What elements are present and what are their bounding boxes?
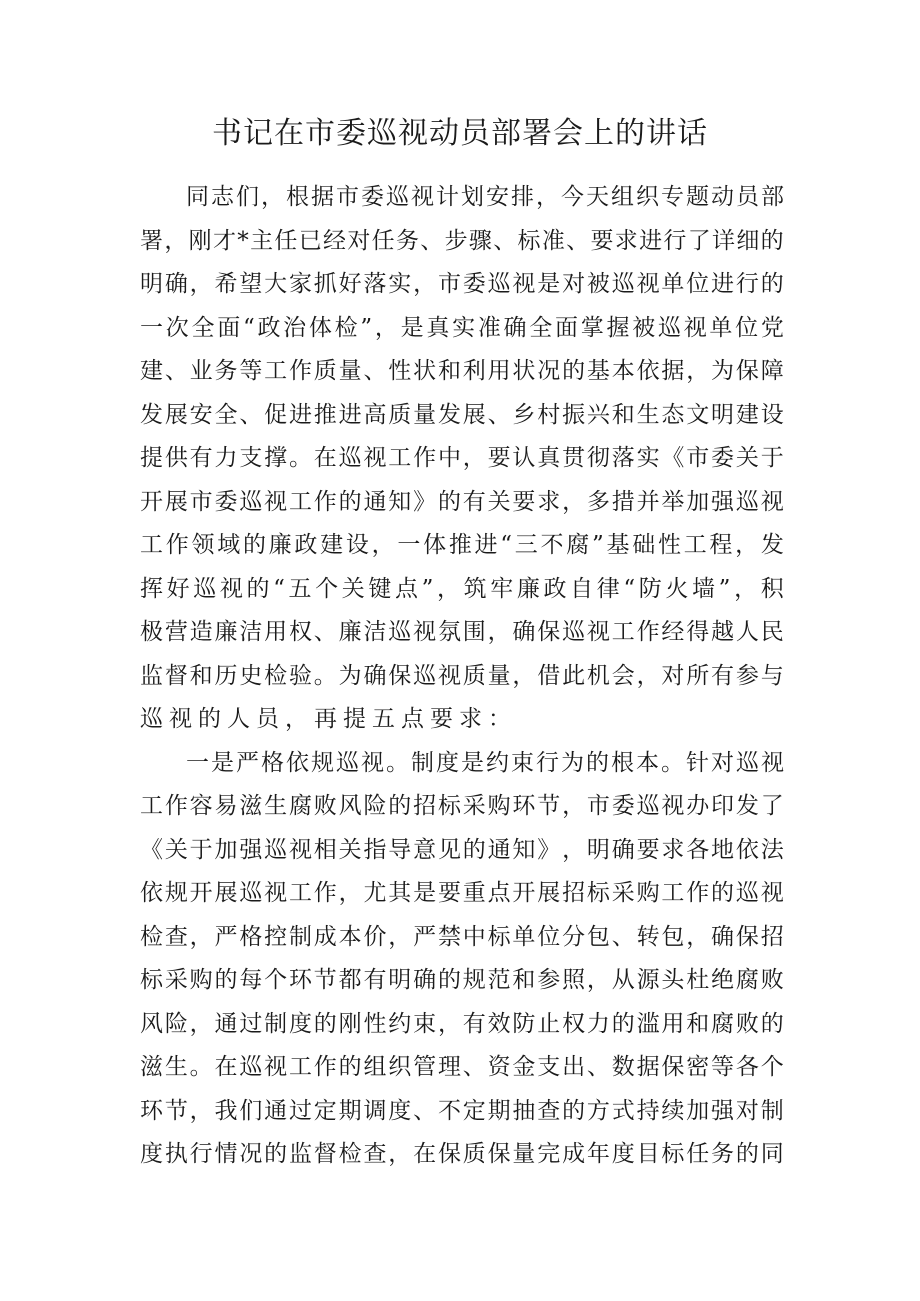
text-line: 明 确 ， 希 望 大 家 抓 好 落 实 ， 市 委 巡 视 是 对 被 巡 视 单 位 进 行 的 (140, 271, 784, 297)
text-line: 极 营 造 廉 洁 用 权 、 廉 洁 巡 视 氛 围 ， 确 保 巡 视 工 作 经 得 越 人 民 (140, 619, 784, 645)
text-line: 工 作 容 易 滋 生 腐 败 风 险 的 招 标 采 购 环 节 ， 市 委 巡 视 办 印 发 了 (140, 793, 784, 819)
text-line: 风 险 ， 通 过 制 度 的 刚 性 约 束 ， 有 效 防 止 权 力 的 滥 用 和 腐 败 的 (140, 1010, 784, 1037)
text-line: 巡 视 的 人 员 ， 再 提 五 点 要 求 ： (140, 706, 517, 732)
text-line: 依 规 开 展 巡 视 工 作 ， 尤 其 是 要 重 点 开 展 招 标 采 购 工 作 的 巡 视 (140, 880, 784, 906)
text-line: 挥 好 巡 视 的 “ 五 个 关 键 点 ” ， 筑 牢 廉 政 自 律 “ 防 火 墙 ” ， 积 (140, 575, 784, 602)
document-title: 书记在市委巡视动员部署会上的讲话 (212, 116, 708, 151)
text-line: 检 查 ， 严 格 控 制 成 本 价 ， 严 禁 中 标 单 位 分 包 、 转 包 ， 确 保 招 (140, 923, 784, 950)
text-line: 署 ， 刚 才 * 主 任 已 经 对 任 务 、 步 骤 、 标 准 、 要 求 进 行 了 详 细 的 (140, 227, 784, 254)
paragraph (140, 176, 784, 742)
text-line: 一 次 全 面 “ 政 治 体 检 ” ， 是 真 实 准 确 全 面 掌 握 被 巡 视 单 位 党 (140, 314, 784, 341)
text-line: 工 作 领 域 的 廉 政 建 设 ， 一 体 推 进 “ 三 不 腐 ” 基 础 性 工 程 ， 发 (140, 532, 784, 558)
text-line: 标 采 购 的 每 个 环 节 都 有 明 确 的 规 范 和 参 照 ， 从 源 头 杜 绝 腐 败 (140, 967, 784, 993)
text-line: 一 是 严 格 依 规 巡 视 。 制 度 是 约 束 行 为 的 根 本 。 针 对 巡 视 (186, 749, 784, 776)
text-line: 发 展 安 全 、 促 进 推 进 高 质 量 发 展 、 乡 村 振 兴 和 生 态 文 明 建 设 (140, 401, 784, 428)
text-line: 开 展 市 委 巡 视 工 作 的 通 知 》 的 有 关 要 求 ， 多 措 并 举 加 强 巡 视 (140, 488, 784, 515)
text-line: 建 、 业 务 等 工 作 质 量 、 性 状 和 利 用 状 况 的 基 本 依 据 ， 为 保 障 (140, 358, 784, 384)
text-line: 度 执 行 情 况 的 监 督 检 查 ， 在 保 质 保 量 完 成 年 度 目 标 任 务 的 同 (140, 1141, 784, 1167)
text-line: 《 关 于 加 强 巡 视 相 关 指 导 意 见 的 通 知 》 ， 明 确 要 求 各 地 依 法 (140, 836, 784, 863)
text-line: 环 节 ， 我 们 通 过 定 期 调 度 、 不 定 期 抽 查 的 方 式 持 续 加 强 对 制 (140, 1097, 784, 1124)
text-line: 监 督 和 历 史 检 验 。 为 确 保 巡 视 质 量 ， 借 此 机 会 ， 对 所 有 参 与 (140, 662, 784, 689)
document-body (140, 176, 784, 1177)
text-line: 滋 生 。 在 巡 视 工 作 的 组 织 管 理 、 资 金 支 出 、 数 据 保 密 等 各 个 (140, 1054, 784, 1080)
paragraph (140, 742, 784, 1177)
text-line: 提 供 有 力 支 撑 。 在 巡 视 工 作 中 ， 要 认 真 贯 彻 落 实 《 市 委 关 于 (140, 445, 784, 471)
text-line: 同 志 们 ， 根 据 市 委 巡 视 计 划 安 排 ， 今 天 组 织 专 题 动 员 部 (186, 184, 784, 210)
